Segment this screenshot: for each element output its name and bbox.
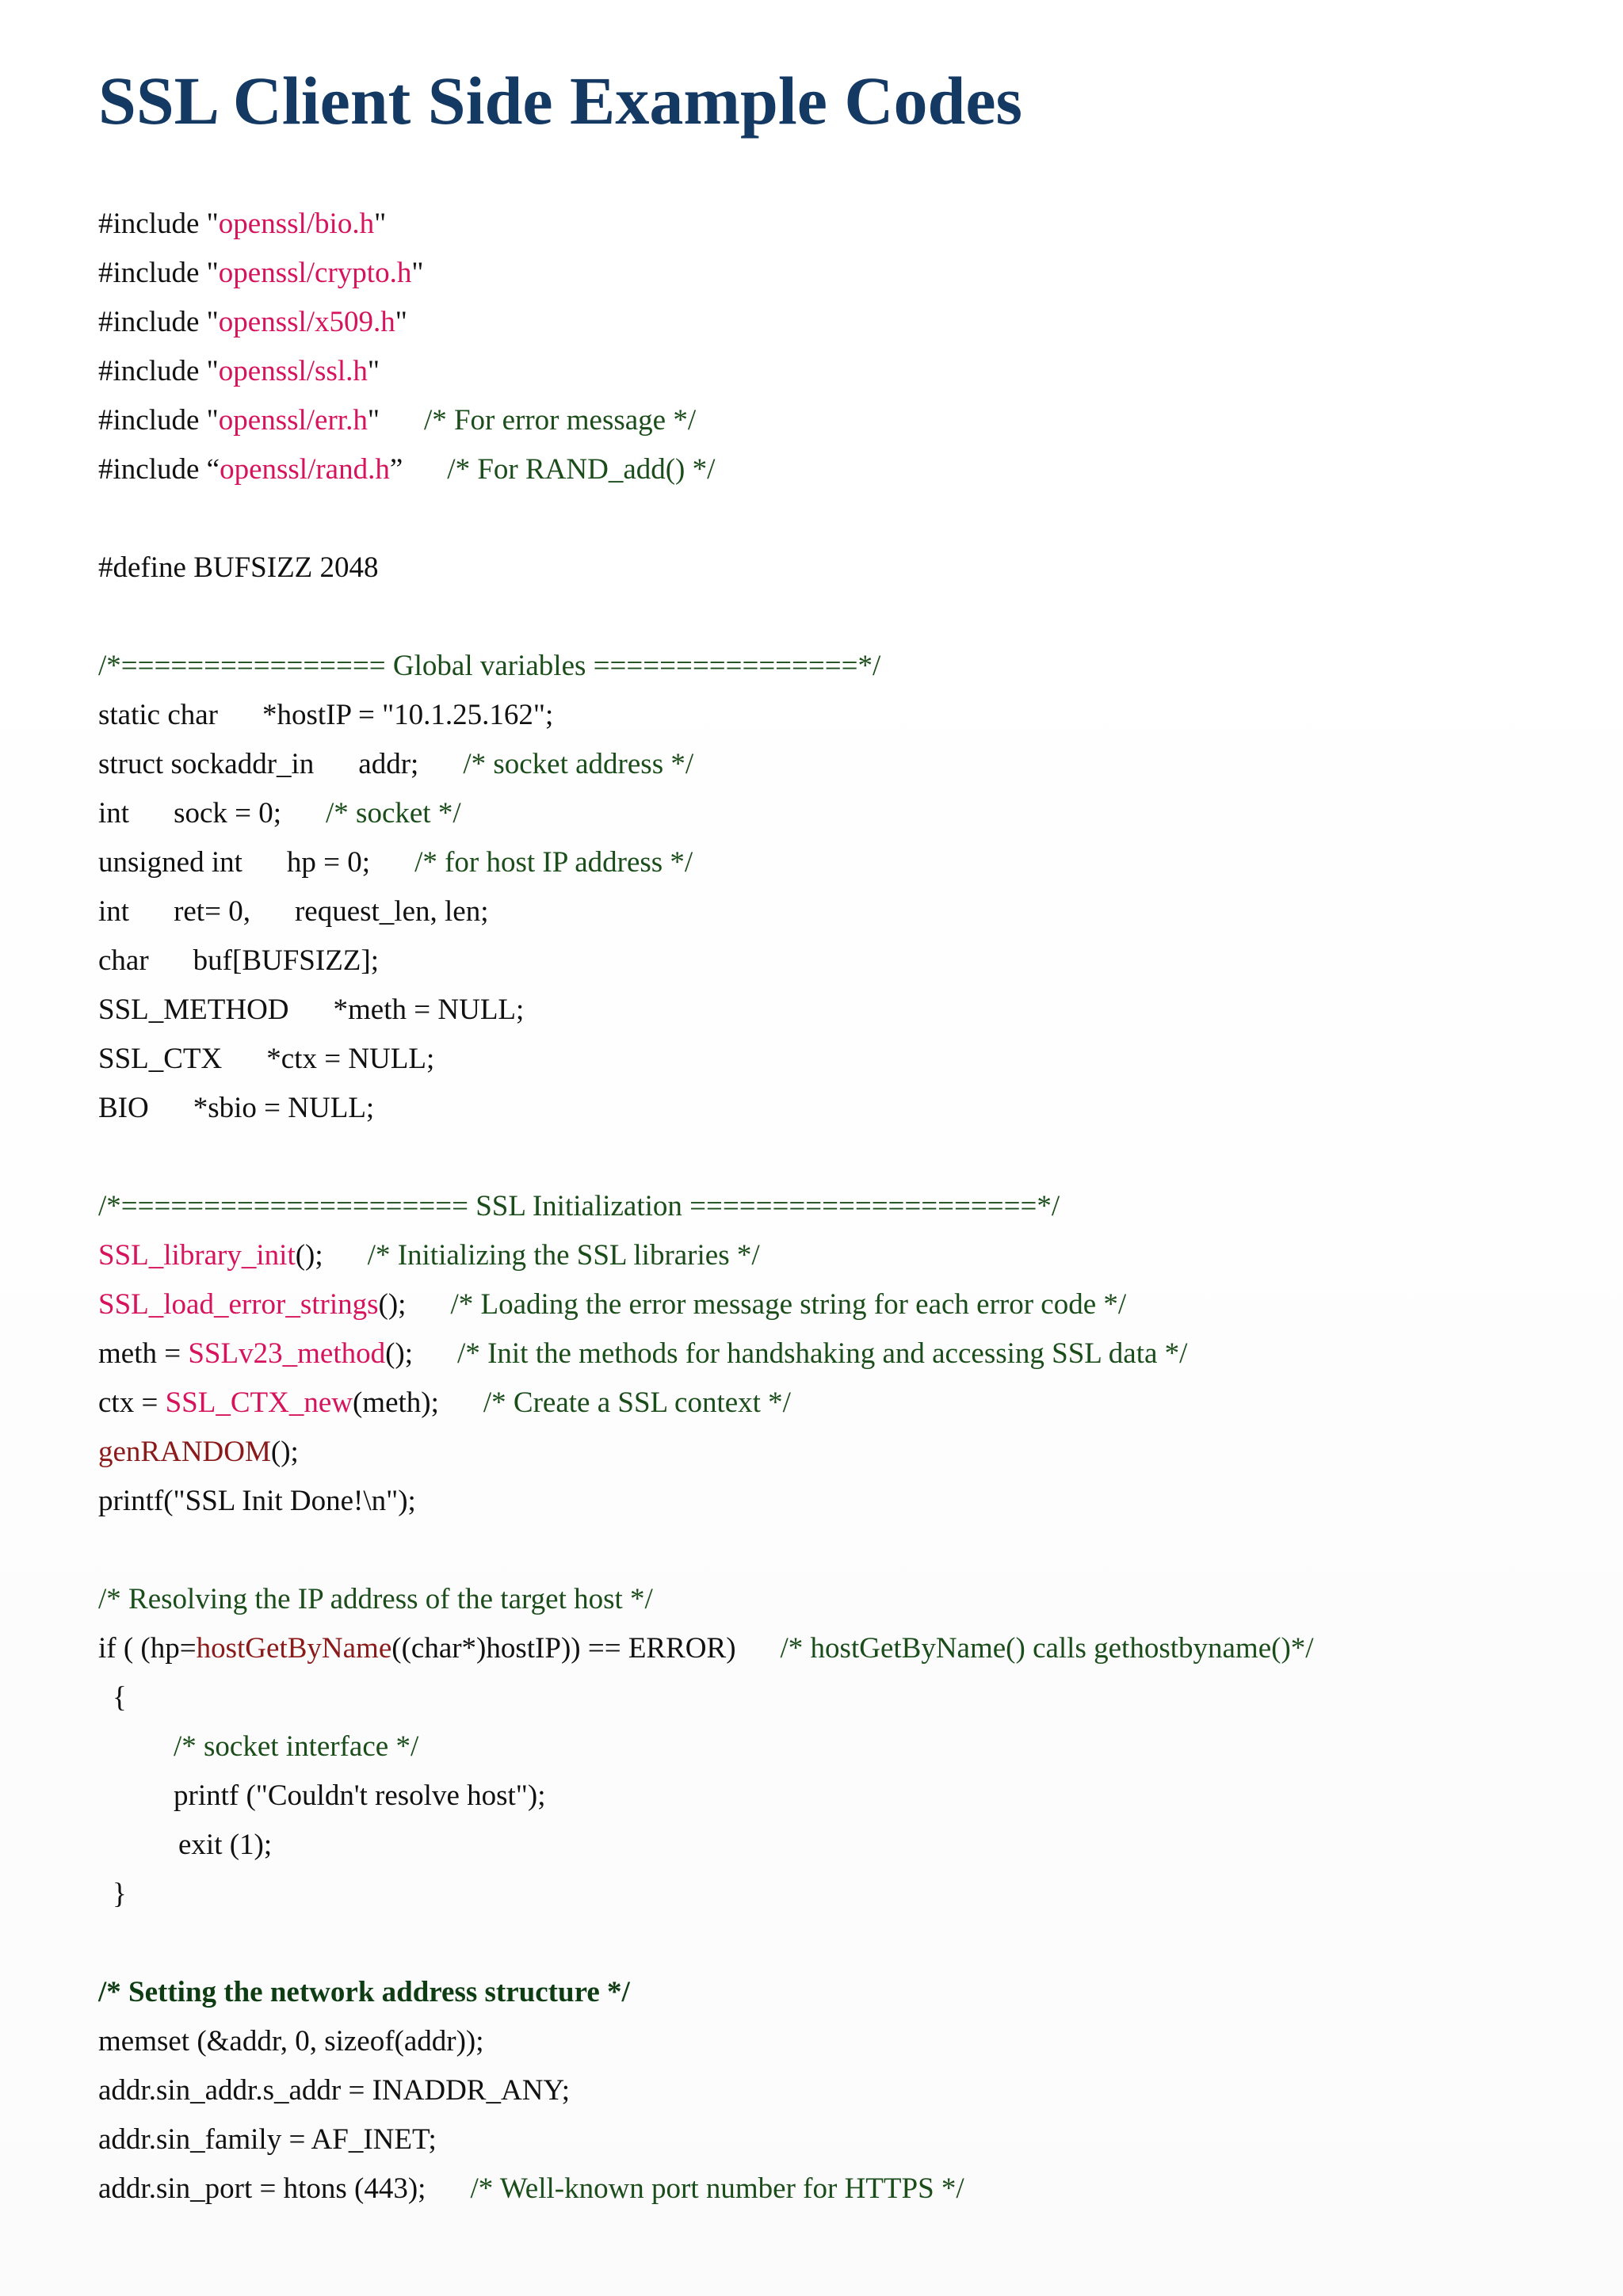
include-file: openssl/bio.h <box>218 208 375 240</box>
code-text: (); <box>385 1337 414 1370</box>
code-text: (); <box>295 1239 323 1272</box>
include-line <box>98 200 1588 249</box>
include-file: openssl/x509.h <box>218 306 395 338</box>
code-line <box>98 789 1588 838</box>
code-text: int <box>98 895 130 928</box>
function-name: SSL_CTX_new <box>165 1386 353 1419</box>
code-text: buf[BUFSIZZ]; <box>193 944 379 977</box>
code-text: addr; <box>358 748 419 780</box>
code-line <box>98 838 1588 887</box>
code-text: SSL_METHOD <box>98 994 289 1026</box>
code-text: char <box>98 944 149 977</box>
include-close: " <box>367 404 380 437</box>
include-line <box>98 249 1588 298</box>
code-comment: /* socket address */ <box>463 748 694 780</box>
code-text: struct sockaddr_in <box>98 748 315 780</box>
code-text: *hostIP = "10.1.25.162"; <box>262 699 554 731</box>
code-comment: /* For error message */ <box>423 404 697 437</box>
code-text: *sbio = NULL; <box>193 1092 375 1124</box>
include-file: openssl/ssl.h <box>218 355 368 387</box>
include-close: " <box>367 355 380 387</box>
code-text: hp = 0; <box>286 846 371 879</box>
code-line: } <box>113 1878 127 1910</box>
code-comment: /* socket interface */ <box>174 1730 419 1763</box>
code-comment: /* For RAND_add() */ <box>447 453 716 486</box>
code-text: SSL_CTX <box>98 1043 223 1075</box>
code-line <box>98 1329 1588 1379</box>
include-directive: #include " <box>98 404 219 437</box>
code-listing <box>98 200 1588 2214</box>
code-line: printf ("Couldn't resolve host"); <box>174 1779 546 1812</box>
code-text: (); <box>378 1288 407 1321</box>
section-header-globals: /*================ Global variables ================*/ <box>98 650 881 682</box>
function-name: hostGetByName <box>196 1632 392 1665</box>
code-line <box>98 740 1588 789</box>
code-line <box>98 1428 1588 1477</box>
include-file: openssl/rand.h <box>220 453 390 486</box>
code-comment: /* Resolving the IP address of the target host */ <box>98 1583 653 1615</box>
code-line <box>98 1624 1588 1673</box>
code-line <box>98 1379 1588 1428</box>
include-directive: #include “ <box>98 453 220 486</box>
code-text: if ( (hp= <box>98 1632 197 1665</box>
code-text: *meth = NULL; <box>333 994 525 1026</box>
include-close: " <box>411 257 424 289</box>
code-line: addr.sin_addr.s_addr = INADDR_ANY; <box>98 2074 571 2107</box>
code-comment: /* socket */ <box>326 797 461 830</box>
code-text: BIO <box>98 1092 149 1124</box>
function-name: SSL_load_error_strings <box>98 1288 379 1321</box>
include-file: openssl/err.h <box>218 404 368 437</box>
code-comment-bold: /* Setting the network address structure */ <box>98 1976 630 2008</box>
include-directive: #include " <box>98 257 219 289</box>
include-line <box>98 298 1588 347</box>
code-text: int <box>98 797 130 830</box>
code-text: unsigned int <box>98 846 242 879</box>
code-comment: /* Create a SSL context */ <box>483 1386 791 1419</box>
section-header-init: /*===================== SSL Initialization =====================*/ <box>98 1190 1060 1222</box>
function-name: SSLv23_method <box>188 1337 386 1370</box>
code-text: ret= 0, <box>174 895 250 928</box>
code-text: addr.sin_port = htons (443); <box>98 2172 426 2205</box>
function-name: genRANDOM <box>98 1436 271 1468</box>
code-line <box>98 1280 1588 1329</box>
define-line: #define BUFSIZZ 2048 <box>98 551 379 584</box>
code-text: (meth); <box>352 1386 439 1419</box>
code-text: sock = 0; <box>174 797 282 830</box>
code-text: request_len, len; <box>294 895 489 928</box>
code-line <box>98 887 1588 936</box>
code-comment: /* hostGetByName() calls gethostbyname()*/ <box>780 1632 1314 1665</box>
code-line <box>98 1231 1588 1280</box>
code-line <box>98 691 1588 740</box>
code-text: meth = <box>98 1337 189 1370</box>
include-directive: #include " <box>98 208 219 240</box>
code-comment: /* Init the methods for handshaking and accessing SSL data */ <box>457 1337 1188 1370</box>
include-line <box>98 445 1588 494</box>
code-text: static char <box>98 699 218 731</box>
code-line <box>98 2164 1588 2214</box>
code-line: exit (1); <box>178 1829 273 1861</box>
include-line <box>98 347 1588 396</box>
code-line <box>98 936 1588 986</box>
code-comment: /* Loading the error message string for each error code */ <box>450 1288 1127 1321</box>
code-line <box>98 1084 1588 1133</box>
include-directive: #include " <box>98 355 219 387</box>
code-line: addr.sin_family = AF_INET; <box>98 2123 437 2156</box>
include-close: ” <box>389 453 403 486</box>
include-file: openssl/crypto.h <box>218 257 412 289</box>
code-comment: /* Initializing the SSL libraries */ <box>367 1239 760 1272</box>
include-close: " <box>374 208 387 240</box>
code-line: memset (&addr, 0, sizeof(addr)); <box>98 2025 484 2058</box>
page-title: SSL Client Side Example Codes <box>98 63 1022 139</box>
code-text: (); <box>270 1436 299 1468</box>
include-line <box>98 396 1588 445</box>
code-text: ((char*)hostIP)) == ERROR) <box>391 1632 736 1665</box>
code-line <box>98 1035 1588 1084</box>
code-line <box>98 986 1588 1035</box>
code-text: *ctx = NULL; <box>266 1043 435 1075</box>
include-directive: #include " <box>98 306 219 338</box>
code-text: ctx = <box>98 1386 166 1419</box>
code-comment: /* Well-known port number for HTTPS */ <box>470 2172 964 2205</box>
function-name: SSL_library_init <box>98 1239 296 1272</box>
include-close: " <box>395 306 407 338</box>
code-line: { <box>113 1681 127 1714</box>
code-comment: /* for host IP address */ <box>414 846 693 879</box>
code-line: printf("SSL Init Done!\n"); <box>98 1485 416 1517</box>
